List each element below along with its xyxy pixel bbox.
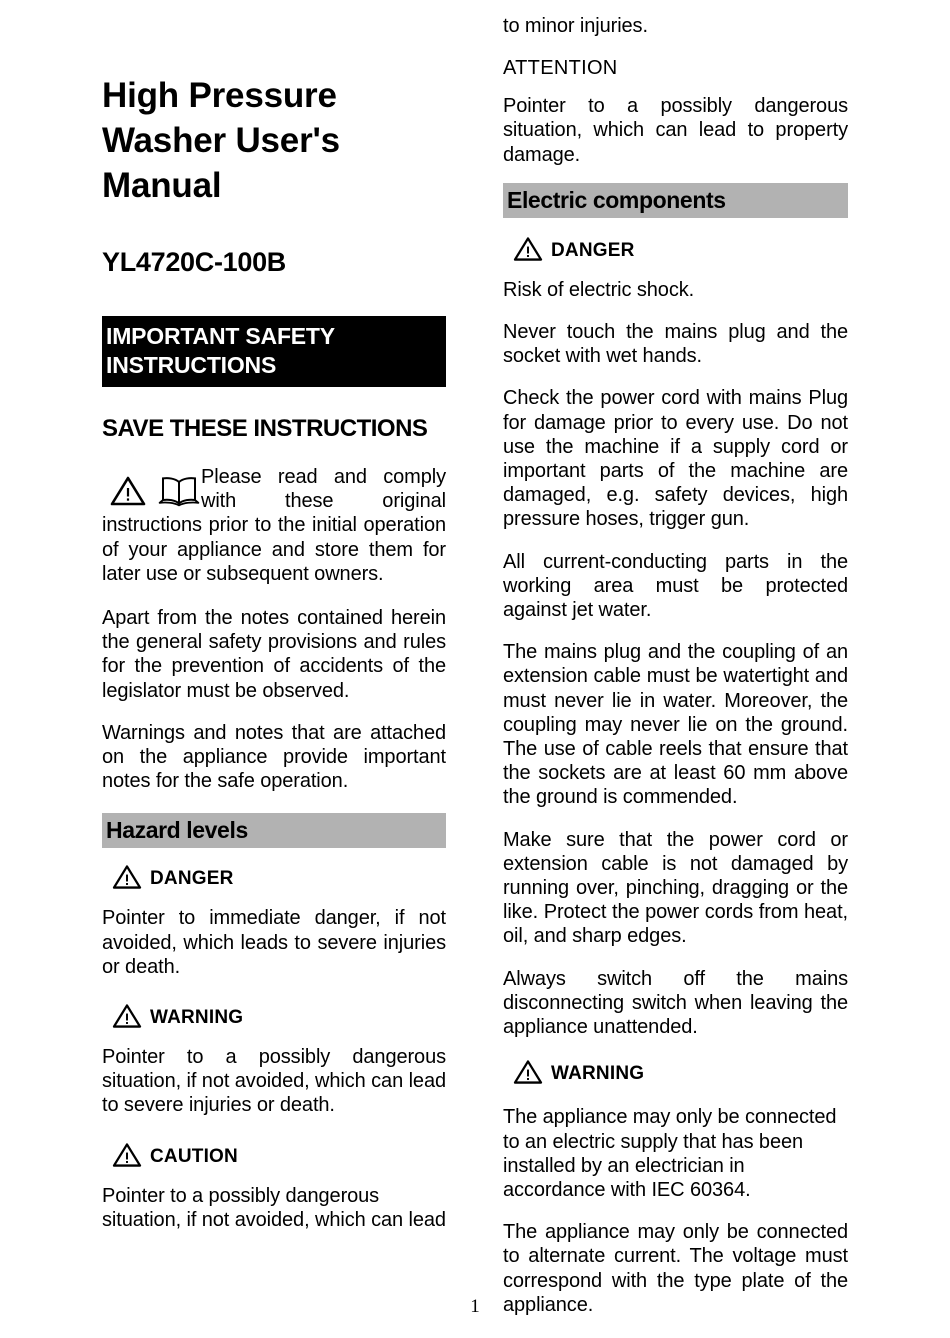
page-title: [102, 14, 446, 208]
electric-paragraph-3: Check the power cord with mains Plug for damage prior to every use. Do not use the machine if a supply cord or important parts of the machine are damaged, e.g. safety devices, high pressure hoses, trigger gun.: [503, 387, 848, 531]
hazard-label-warning-electric: [503, 1059, 848, 1085]
left-column: [102, 14, 446, 1232]
paragraph-warnings-notes: Warnings and notes that are attached on the appliance provide important notes for the safe operation.: [102, 721, 446, 793]
electric-paragraph-6: Make sure that the power cord or extension cable is not damaged by running over, pinching, dragging or the like. Protect the power cords from heat, oil, and sharp edges.: [503, 828, 848, 948]
page-title-line-1: High Pressure: [102, 76, 337, 115]
attention-label: ATTENTION: [503, 57, 618, 80]
hazard-label-caution: [102, 1142, 446, 1168]
hazard-caution-description: Pointer to a possibly dangerous situation, if not avoided, which can lead: [102, 1184, 446, 1231]
page-number: 1: [470, 1296, 480, 1317]
warning-triangle-icon: [112, 864, 142, 890]
save-these-instructions-heading: SAVE THESE INSTRUCTIONS: [102, 415, 428, 442]
hazard-levels-banner: Hazard levels: [102, 813, 446, 848]
hazard-label-warning: [102, 1003, 446, 1029]
right-column: [503, 14, 848, 1317]
electric-paragraph-1: Risk of electric shock.: [503, 278, 695, 301]
electric-paragraph-5: The mains plug and the coupling of an extension cable must be watertight and must never lie in water. Moreover, the coupling may never lie on the ground. The use of cable reels that ensure that the sockets are at least 60 mm above the ground is commended.: [503, 641, 848, 809]
page-title-line-2: Washer User's: [102, 121, 340, 160]
hazard-label-text: WARNING: [551, 1063, 645, 1085]
intro-paragraph: Please read and comply with these original instructions prior to the initial operation of your appliance and store them for later use or subsequent owners.: [102, 466, 446, 585]
hazard-label-text: CAUTION: [150, 1145, 238, 1167]
intro-block: [102, 465, 446, 586]
warning-triangle-icon: [513, 1059, 543, 1085]
warning-paragraph-2: The appliance may only be connected to alternate current. The voltage must correspond with the type plate of the appliance.: [503, 1221, 848, 1316]
electric-paragraph-2: Never touch the mains plug and the socket with wet hands.: [503, 321, 848, 368]
hazard-label-danger: [102, 864, 446, 890]
warning-triangle-icon: [110, 475, 146, 507]
page-title-line-3: Manual: [102, 166, 222, 205]
continuation-text: to minor injuries.: [503, 15, 648, 37]
warning-triangle-icon: [112, 1003, 142, 1029]
attention-description: Pointer to a possibly dangerous situation, which can lead to property damage.: [503, 95, 848, 166]
banner-line-2: INSTRUCTIONS: [106, 352, 277, 378]
electric-paragraph-7: Always switch off the mains disconnecting switch when leaving the appliance unattended.: [503, 967, 848, 1039]
banner-line-1: IMPORTANT SAFETY: [106, 323, 335, 349]
hazard-label-text: DANGER: [150, 868, 234, 890]
warning-triangle-icon: [112, 1142, 142, 1168]
hazard-danger-description: Pointer to immediate danger, if not avoided, which leads to severe injuries or death.: [102, 907, 446, 978]
warning-triangle-icon: [513, 236, 543, 262]
hazard-label-danger-electric: [503, 236, 848, 262]
electric-paragraph-4: All current-conducting parts in the working area must be protected against jet water.: [503, 550, 848, 622]
important-safety-instructions-banner: [102, 316, 446, 387]
paragraph-general-safety: Apart from the notes contained herein the general safety provisions and rules for the prevention of accidents of the legislator must be observed.: [102, 607, 446, 702]
hazard-label-text: DANGER: [551, 239, 635, 261]
warning-paragraph-1: The appliance may only be connected to an electric supply that has been installed by an electrician in accordance with IEC 60364.: [503, 1106, 837, 1201]
hazard-warning-description: Pointer to a possibly dangerous situation, if not avoided, which can lead to severe injuries or death.: [102, 1046, 446, 1117]
hazard-label-text: WARNING: [150, 1007, 244, 1029]
intro-icon-group: [102, 465, 201, 507]
model-number: YL4720C-100B: [102, 247, 287, 277]
open-book-icon: [157, 475, 201, 507]
electric-components-banner: Electric components: [503, 183, 848, 218]
